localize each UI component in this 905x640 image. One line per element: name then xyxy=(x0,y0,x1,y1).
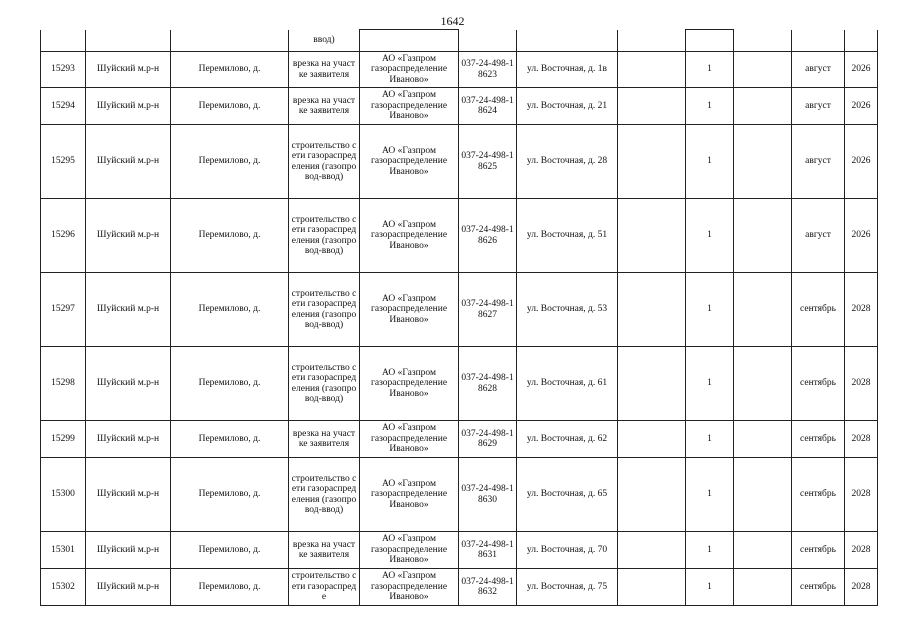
year-cell: 2026 xyxy=(845,52,878,88)
row-number-cell: 15294 xyxy=(41,88,86,125)
district-cell: Шуйский м.р-н xyxy=(86,347,171,421)
empty-cell xyxy=(618,273,686,347)
table-row xyxy=(41,88,878,125)
code-cell: 037-24-498-18631 xyxy=(459,532,517,569)
locality-cell: Перемилово, д. xyxy=(171,88,289,125)
empty-cell xyxy=(734,52,792,88)
code-cell: 037-24-498-18625 xyxy=(459,125,517,199)
row-number-cell: 15300 xyxy=(41,458,86,532)
row-number-cell: 15302 xyxy=(41,569,86,606)
empty-cell xyxy=(734,125,792,199)
work-type-cell: строительство сети газораспреде xyxy=(289,569,360,606)
empty-cell xyxy=(618,458,686,532)
locality-cell: Перемилово, д. xyxy=(171,347,289,421)
year-cell: 2026 xyxy=(845,125,878,199)
quantity-cell: 1 xyxy=(686,532,734,569)
empty-cell xyxy=(618,347,686,421)
empty-cell xyxy=(618,88,686,125)
page-number: 1642 xyxy=(440,14,465,28)
month-cell: август xyxy=(792,88,845,125)
district-cell: Шуйский м.р-н xyxy=(86,532,171,569)
row-number-cell: 15297 xyxy=(41,273,86,347)
month-cell: август xyxy=(792,125,845,199)
district-cell: Шуйский м.р-н xyxy=(86,199,171,273)
code-cell: 037-24-498-18630 xyxy=(459,458,517,532)
year-cell: 2028 xyxy=(845,458,878,532)
table-row xyxy=(41,199,878,273)
address-cell: ул. Восточная, д. 65 xyxy=(517,458,618,532)
year-cell: 2028 xyxy=(845,273,878,347)
organization-cell: АО «Газпром газораспределение Иваново» xyxy=(360,273,459,347)
locality-cell: Перемилово, д. xyxy=(171,458,289,532)
address-cell: ул. Восточная, д. 62 xyxy=(517,421,618,458)
month-cell: август xyxy=(792,52,845,88)
address-cell: ул. Восточная, д. 28 xyxy=(517,125,618,199)
quantity-cell: 1 xyxy=(686,52,734,88)
work-type-cell: строительство сети газораспределения (газопровод-ввод) xyxy=(289,458,360,532)
month-cell: сентябрь xyxy=(792,532,845,569)
fragment-work-cell: ввод) xyxy=(289,30,360,52)
address-cell: ул. Восточная, д. 1в xyxy=(517,52,618,88)
organization-cell: АО «Газпром газораспределение Иваново» xyxy=(360,88,459,125)
empty-cell xyxy=(618,199,686,273)
organization-cell: АО «Газпром газораспределение Иваново» xyxy=(360,199,459,273)
quantity-cell: 1 xyxy=(686,88,734,125)
district-cell: Шуйский м.р-н xyxy=(86,421,171,458)
locality-cell: Перемилово, д. xyxy=(171,421,289,458)
table-row xyxy=(41,569,878,606)
locality-cell: Перемилово, д. xyxy=(171,52,289,88)
year-cell: 2028 xyxy=(845,569,878,606)
code-cell: 037-24-498-18628 xyxy=(459,347,517,421)
address-cell: ул. Восточная, д. 70 xyxy=(517,532,618,569)
table-row xyxy=(41,125,878,199)
month-cell: сентябрь xyxy=(792,273,845,347)
empty-cell xyxy=(734,569,792,606)
address-cell: ул. Восточная, д. 51 xyxy=(517,199,618,273)
row-number-cell: 15293 xyxy=(41,52,86,88)
row-number-cell: 15299 xyxy=(41,421,86,458)
year-cell: 2026 xyxy=(845,88,878,125)
row-number-cell: 15301 xyxy=(41,532,86,569)
row-number-cell: 15296 xyxy=(41,199,86,273)
work-type-cell: врезка на участке заявителя xyxy=(289,52,360,88)
address-cell: ул. Восточная, д. 53 xyxy=(517,273,618,347)
empty-cell xyxy=(734,421,792,458)
organization-cell: АО «Газпром газораспределение Иваново» xyxy=(360,52,459,88)
organization-cell: АО «Газпром газораспределение Иваново» xyxy=(360,125,459,199)
empty-cell xyxy=(618,569,686,606)
work-type-cell: строительство сети газораспределения (газопровод-ввод) xyxy=(289,125,360,199)
empty-cell xyxy=(618,52,686,88)
table-row xyxy=(41,52,878,88)
organization-cell: АО «Газпром газораспределение Иваново» xyxy=(360,569,459,606)
quantity-cell: 1 xyxy=(686,569,734,606)
district-cell: Шуйский м.р-н xyxy=(86,88,171,125)
locality-cell: Перемилово, д. xyxy=(171,199,289,273)
table-row xyxy=(41,458,878,532)
work-type-cell: врезка на участке заявителя xyxy=(289,88,360,125)
address-cell: ул. Восточная, д. 21 xyxy=(517,88,618,125)
empty-cell xyxy=(734,458,792,532)
code-cell: 037-24-498-18623 xyxy=(459,52,517,88)
quantity-cell: 1 xyxy=(686,347,734,421)
register-table xyxy=(40,29,878,606)
quantity-cell: 1 xyxy=(686,421,734,458)
address-cell: ул. Восточная, д. 75 xyxy=(517,569,618,606)
quantity-cell: 1 xyxy=(686,458,734,532)
district-cell: Шуйский м.р-н xyxy=(86,125,171,199)
empty-cell xyxy=(618,532,686,569)
table-row-fragment xyxy=(41,30,878,52)
code-cell: 037-24-498-18629 xyxy=(459,421,517,458)
empty-cell xyxy=(734,347,792,421)
table-row xyxy=(41,421,878,458)
district-cell: Шуйский м.р-н xyxy=(86,273,171,347)
row-number-cell: 15298 xyxy=(41,347,86,421)
year-cell: 2026 xyxy=(845,199,878,273)
empty-cell xyxy=(734,273,792,347)
quantity-cell: 1 xyxy=(686,125,734,199)
quantity-cell: 1 xyxy=(686,273,734,347)
work-type-cell: строительство сети газораспределения (газопровод-ввод) xyxy=(289,273,360,347)
work-type-cell: строительство сети газораспределения (газопровод-ввод) xyxy=(289,199,360,273)
district-cell: Шуйский м.р-н xyxy=(86,52,171,88)
work-type-cell: врезка на участке заявителя xyxy=(289,421,360,458)
empty-cell xyxy=(734,199,792,273)
month-cell: сентябрь xyxy=(792,421,845,458)
empty-cell xyxy=(618,421,686,458)
locality-cell: Перемилово, д. xyxy=(171,125,289,199)
empty-cell xyxy=(734,532,792,569)
organization-cell: АО «Газпром газораспределение Иваново» xyxy=(360,458,459,532)
district-cell: Шуйский м.р-н xyxy=(86,458,171,532)
table-row xyxy=(41,532,878,569)
work-type-cell: строительство сети газораспределения (газопровод-ввод) xyxy=(289,347,360,421)
code-cell: 037-24-498-18627 xyxy=(459,273,517,347)
month-cell: август xyxy=(792,199,845,273)
code-cell: 037-24-498-18624 xyxy=(459,88,517,125)
month-cell: сентябрь xyxy=(792,458,845,532)
organization-cell: АО «Газпром газораспределение Иваново» xyxy=(360,421,459,458)
locality-cell: Перемилово, д. xyxy=(171,532,289,569)
empty-cell xyxy=(734,88,792,125)
table-row xyxy=(41,273,878,347)
table-row xyxy=(41,347,878,421)
locality-cell: Перемилово, д. xyxy=(171,569,289,606)
year-cell: 2028 xyxy=(845,347,878,421)
district-cell: Шуйский м.р-н xyxy=(86,569,171,606)
year-cell: 2028 xyxy=(845,532,878,569)
code-cell: 037-24-498-18632 xyxy=(459,569,517,606)
month-cell: сентябрь xyxy=(792,569,845,606)
work-type-cell: врезка на участке заявителя xyxy=(289,532,360,569)
empty-cell xyxy=(618,125,686,199)
row-number-cell: 15295 xyxy=(41,125,86,199)
month-cell: сентябрь xyxy=(792,347,845,421)
organization-cell: АО «Газпром газораспределение Иваново» xyxy=(360,347,459,421)
locality-cell: Перемилово, д. xyxy=(171,273,289,347)
year-cell: 2028 xyxy=(845,421,878,458)
code-cell: 037-24-498-18626 xyxy=(459,199,517,273)
quantity-cell: 1 xyxy=(686,199,734,273)
organization-cell: АО «Газпром газораспределение Иваново» xyxy=(360,532,459,569)
address-cell: ул. Восточная, д. 61 xyxy=(517,347,618,421)
